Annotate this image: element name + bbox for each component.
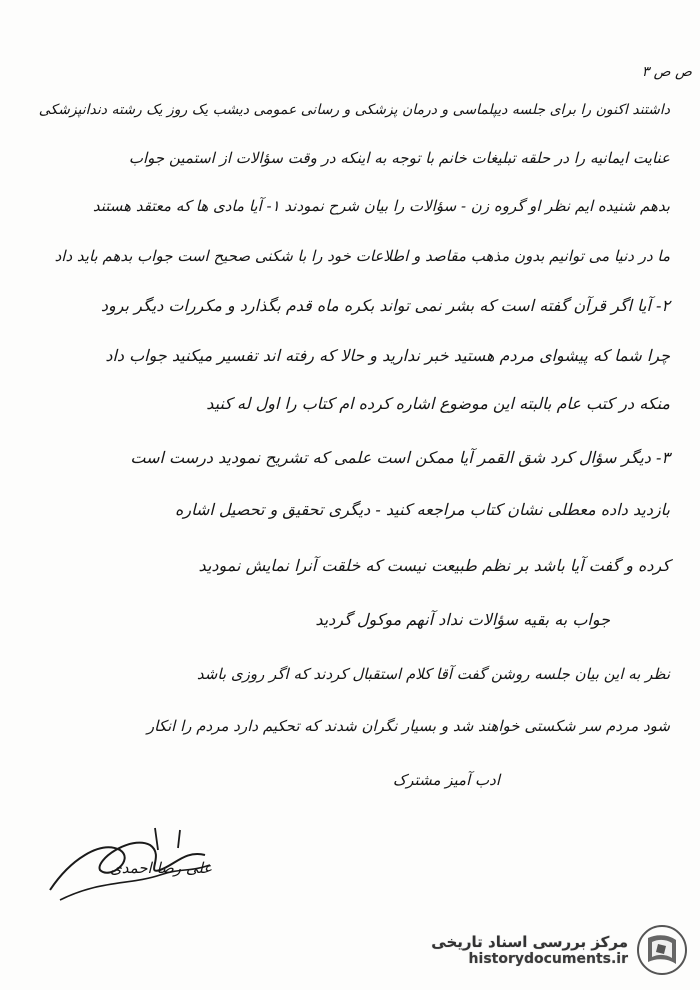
page-corner-note: ص ص ۳ xyxy=(641,64,692,80)
letter-line: جواب به بقیه سؤالات نداد آنهم موکول گردید xyxy=(315,610,610,629)
signature-name: علی رضا احمدی xyxy=(110,859,213,877)
letter-line: شود مردم سر شکستی خواهند شد و بسیار نگران شدند که تحکیم دارد مردم را انکار xyxy=(146,717,670,735)
letter-line: منکه در کتب عام بالبته این موضوع اشاره کرده ام کتاب را اول له کنید xyxy=(206,394,670,413)
watermark-logo xyxy=(398,922,688,978)
archive-emblem-icon xyxy=(636,924,688,976)
letter-line: بازدید داده معطلی نشان کتاب مراجعه کنید - دیگری تحقیق و تحصیل اشاره xyxy=(174,500,670,519)
watermark-title: مرکز بررسی اسناد تاریخی xyxy=(431,933,628,951)
letter-line: داشتند اکنون را برای جلسه دیپلماسی و درمان پزشکی و رسانی عمومی دیشب یک روز یک رشته دندانپزشکی xyxy=(38,102,670,118)
letter-line: کرده و گفت آیا باشد بر نظم طبیعت نیست که خلقت آنرا نمایش نمودید xyxy=(198,556,670,575)
letter-line: ادب آمیز مشترک xyxy=(392,771,500,789)
letter-line: نظر به این بیان جلسه روشن گفت آقا کلام استقبال کردند که اگر روزی باشد xyxy=(196,665,670,683)
letter-line: عنایت ایمانیه را در حلقه تبلیغات خانم با توجه به اینکه در وقت سؤالات از استمین جواب xyxy=(128,149,670,167)
letter-line: ۲- آیا اگر قرآن گفته است که بشر نمی تواند بکره ماه قدم بگذارد و مکررات دیگر برود xyxy=(100,296,670,315)
letter-line: چرا شما که پیشوای مردم هستید خبر ندارید و حالا که رفته اند تفسیر میکنید جواب داد xyxy=(105,346,670,365)
letter-line: بدهم شنیده ایم نظر او گروه زن - سؤالات را بیان شرح نمودند ۱- آیا مادی ها که معتقد هستند xyxy=(92,197,670,215)
watermark-url: historydocuments.ir xyxy=(468,951,628,967)
letter-line: ۳- دیگر سؤال کرد شق القمر آیا ممکن است علمی که تشریح نمودید درست است xyxy=(130,448,670,467)
letter-line: ما در دنیا می توانیم بدون مذهب مقاصد و اطلاعات خود را با شکنی صحیح است جواب بدهم باید داد xyxy=(54,247,670,265)
